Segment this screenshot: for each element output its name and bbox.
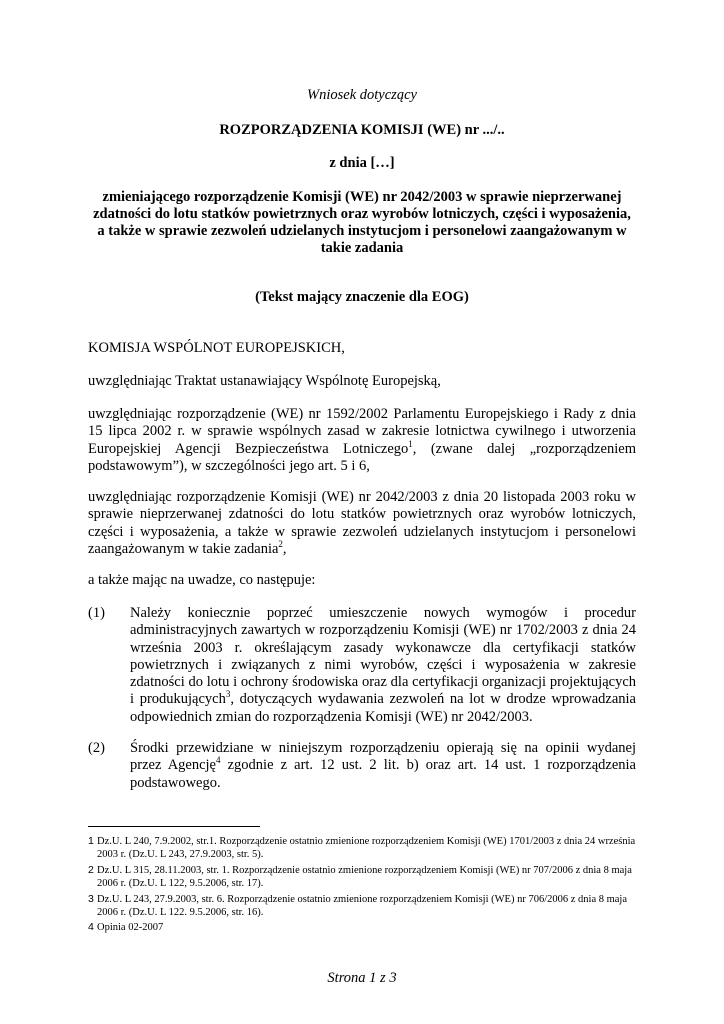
subject-line: a także w sprawie zezwoleń udzielanych instytucjom i personelowi zaangażowanym w [97,223,627,239]
intro-heading: Wniosek dotyczący [307,87,417,103]
regulation-date: z dnia […] [329,155,395,171]
page-number: Strona 1 z 3 [327,970,397,986]
recital-text: uwzględniając rozporządzenie Komisji (WE) nr 2042/2003 z dnia 20 listopada 2003 roku w sprawie nieprzerwanej zdatności do lotu statków powietrznych oraz wyrobów lotniczych, części i wyposażenia, a także w sprawie zezwoleń udzielanych instytucjom i personelowi zaangażowanym w takie zadania [88,489,636,557]
subject-line: takie zadania [320,240,404,256]
recital-text: uwzględniając rozporządzenie (WE) nr 1592/2002 Parlamentu Europejskiego i Rady z dnia 15 lipca 2002 r. w sprawie wspólnych zasad w zakresie lotnictwa cywilnego i utworzenia Europejskiej Agencji Bezpieczeństwa Lotniczego [88,406,636,457]
footnote-ref: 4 [216,755,221,766]
subject-line: zdatności do lotu statków powietrznych oraz wyrobów lotniczych, części i wyposażenia, [93,206,631,222]
footnote-text: Dz.U. L 240, 7.9.2002, str.1. Rozporządzenie ostatnio zmienione rozporządzeniem Komisji (WE) 1701/2003 z dnia 24 września 2003 r. (Dz.U. L 243, 27.9.2003, str. 5). [97,836,636,860]
footnote-separator [88,826,260,827]
recital-text: , dotyczących wydawania zezwoleń na lot w drodze wprowadzania odpowiednich zmian do rozporządzenia Komisji (WE) nr 2042/2003. [130,691,636,725]
commission-heading: KOMISJA WSPÓLNOT EUROPEJSKICH, [88,340,345,356]
recital-basic-regulation [88,406,636,475]
footnote-text: Dz.U. L 243, 27.9.2003, str. 6. Rozporządzenie ostatnio zmienione rozporządzeniem Komisji (WE) nr 706/2006 z dnia 8 maja 2006 r. (Dz.U. L 122. 9.5.2006, str. 16). [97,894,628,918]
recital-text: , [282,540,287,557]
footnote-number: 3 [88,893,94,905]
recital-regulation-2042 [88,489,636,558]
recital-text: Należy koniecznie poprzeć umieszczenie nowych wymogów i procedur administracyjnych zawartych w rozporządzeniu Komisji (WE) nr 1702/2003 z dnia 24 września 2003 r. określającym zasady wykonawcze dla certyfikacji statków powietrznych i związanych z nimi wyrobów, części i wyposażenia w zakresie zdatności do lotu i ochrony środowiska oraz dla certyfikacji organizacji projektujących i produkujących [130,605,636,708]
eea-relevance: (Tekst mający znaczenie dla EOG) [255,289,469,305]
subject-line: zmieniającego rozporządzenie Komisji (WE) nr 2042/2003 w sprawie nieprzerwanej [102,189,622,205]
footnote-ref: 1 [408,438,413,449]
recital-item-text [130,740,636,792]
recital-treaty: uwzględniając Traktat ustanawiający Wspólnotę Europejską, [88,373,441,389]
recital-text: zgodnie z art. 12 ust. 2 lit. b) oraz art. 14 ust. 1 rozporządzenia podstawowego. [130,757,636,791]
recital-text: , (zwane dalej „rozporządzeniem podstawowym”), w szczególności jego art. 5 i 6, [88,440,636,474]
whereas-intro: a także mając na uwadze, co następuje: [88,572,316,588]
regulation-subject [88,189,636,257]
regulation-title: ROZPORZĄDZENIA KOMISJI (WE) nr .../.. [219,122,505,138]
footnote-ref: 2 [278,539,283,550]
recital-number: (2) [88,740,105,756]
footnote-ref: 3 [225,689,231,700]
recital-item-text [130,605,636,726]
footnote-number: 4 [88,921,94,933]
recital-number: (1) [88,605,105,621]
footnote-text: Opinia 02-2007 [97,922,164,933]
recital-text: Środki przewidziane w niniejszym rozporządzeniu opierają się na opinii wydanej przez Agencję [130,740,636,774]
footnote-number: 1 [88,835,94,847]
footnote-number: 2 [88,864,94,876]
footnote-text: Dz.U. L 315, 28.11.2003, str. 1. Rozporządzenie ostatnio zmienione rozporządzeniem Komisji (WE) nr 707/2006 z dnia 8 maja 2006 r. (Dz.U. L 122, 9.5.2006, str. 17). [97,865,632,889]
